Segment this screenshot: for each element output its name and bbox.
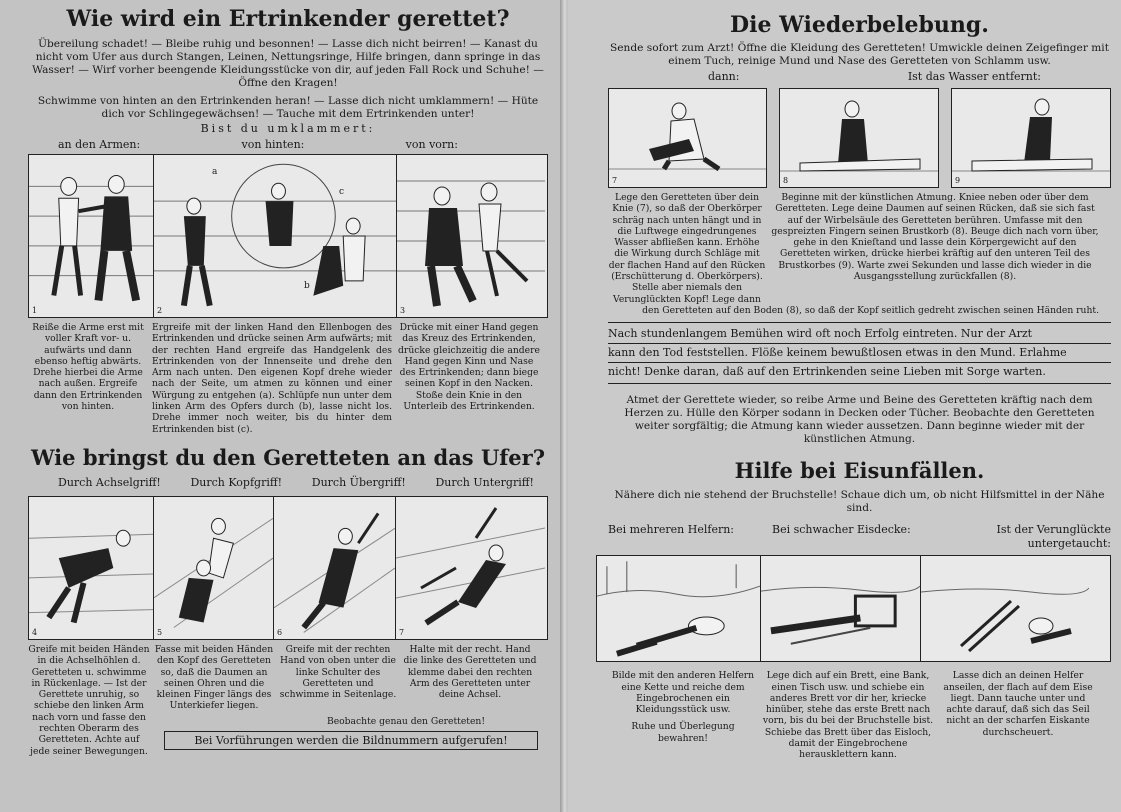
- illustration-panel: [154, 497, 274, 639]
- instruction-text: Halte mit der recht. Hand die linke des Geretteten und klemme dabei den rechten Arm des Geretteten unter deine Achsel.: [403, 643, 537, 701]
- ice-label: Ist der Verunglückte untergetaucht:: [996, 523, 1111, 551]
- label-dann: dann:: [708, 70, 740, 83]
- swimmer-illustration: [154, 155, 396, 317]
- grip-label: Durch Achselgriff!: [58, 475, 161, 489]
- label-front: von vorn:: [405, 138, 458, 151]
- steps-labels: [608, 68, 1111, 84]
- panel-letter-a: a: [212, 167, 218, 177]
- swimmer-illustration: [396, 497, 545, 639]
- label-wasser: Ist das Wasser entfernt:: [907, 70, 1041, 83]
- resuscitation-text: [608, 192, 1111, 305]
- instruction-text: Lege dich auf ein Brett, eine Bank, einen Tisch usw. und schiebe ein anderes Brett vor dir her, kriecke hinüber, stehe das erste Brett nach vorn, bis du bei der Bruchstelle bist. Schiebe das Brett über das Eisloch, damit der Eingebrochene herausklettern kann.: [762, 670, 934, 761]
- panel-letter-c: c: [338, 187, 344, 197]
- illustration-panel: [761, 556, 921, 661]
- rescuer-illustration: [780, 89, 938, 187]
- warning-line: nicht! Denke daran, daß auf den Ertrinkenden seine Lieben mit Sorge warten.: [608, 365, 1046, 379]
- ice-rescue-illustration: [921, 556, 1089, 661]
- instruction-text: Greife mit beiden Händen in die Achselhöhlen d. Geretteten u. schwimme in Rückenlage. — Ist der Gerettete unruhig, so schiebe den linken Arm nach vorn und fasse den rechten Oberarm des Geretteten. Achte auf jede seiner Bewegungen.: [28, 643, 150, 757]
- instruction-text: Bilde mit den anderen Helfern eine Kette und reiche dem Eingebrochenen ein Kleidungsstück usw.: [611, 670, 755, 716]
- instruction-columns-1: [28, 322, 548, 435]
- instruction-text: Ergreife mit der linken Hand den Ellenbogen des Ertrinkenden und drücke seinen Arm aufwärts; mit der rechten Hand ergreife das Handgelenk des Ertrinkenden von der Innenseite und drehe den Arm nach unten. Den eigenen Kopf drehe wieder nach der Seite, um atmen zu können und einer Würgung zu entgehen (a). Schlüpfe nun unter dem linken Arm des Opfers durch (b), lasse nicht los. Drehe immer noch weiter, bis du hinter dem Ertrinkenden bist (c).: [152, 322, 392, 435]
- illustration-strip-1: [28, 154, 548, 318]
- rescuer-illustration: [609, 89, 766, 187]
- swimmer-illustration: [29, 497, 153, 639]
- swimmer-illustration: [154, 497, 273, 639]
- panel-number: 8: [783, 176, 789, 185]
- instruction-text: Drücke mit einer Hand gegen das Kreuz des Ertrinkenden, drücke gleichzeitig die andere Hand gegen Kinn und Nase des Ertrinkenden; dann biege seinen Kopf in den Nacken. Stoße dein Knie in den Unterleib des Ertrinkenden.: [398, 322, 540, 413]
- warning-line: Nach stundenlangem Bemühen wird oft noch Erfolg eintreten. Nur der Arzt: [608, 325, 1111, 344]
- panel-number: 7: [399, 627, 405, 637]
- illustration-panel: [29, 497, 154, 639]
- ice-labels: [608, 523, 1111, 551]
- illustration-panel: [29, 155, 154, 317]
- after-breathing-text: Atmet der Gerettete wieder, so reibe Arme und Beine des Geretteten kräftig nach dem Herzen zu. Hülle den Körper sodann in Decken oder Tücher. Beobachte den Geretteten weiter sorgfältig; die Atmung kann wieder aussetzen. Dann beginne wieder mit der künstlichen Atmung.: [624, 394, 1095, 446]
- illustration-strip-2: [28, 496, 548, 640]
- instruction-text: Fasse mit beiden Händen den Kopf des Geretteten so, daß die Daumen an seinen Ohren und die kleinen Finger längs des Unterkiefer liegen.: [154, 643, 274, 712]
- instruction-text: Beginne mit der künstlichen Atmung. Kniee neben oder über dem Geretteten. Lege deine Daumen auf seinen Rücken, daß sie sich fast auf der Wirbelsäule des Geretteten berühren. Umfasse mit den gespreizten Fingern seinen Brustkorb (8). Beuge dich nach vorn über, gehe in den Knieſtand und lasse dein Körpergewicht auf den Geretteten wirken, drücke hierbei kräftig auf den unteren Teil des Brustkorbes (9). Warte zwei Sekunden und lasse dich wieder in die Ausgangsstellung zurückfallen (8).: [771, 192, 1099, 283]
- rescuer-illustration: [952, 89, 1110, 187]
- panel-number: 3: [400, 306, 406, 315]
- illustration-panel: [608, 88, 767, 188]
- ice-intro: Nähere dich nie stehend der Bruchstelle! Schaue dich um, ob nicht Hilfsmittel in der Nähe sind.: [614, 489, 1105, 515]
- panel-number: 7: [612, 176, 618, 185]
- ice-rescue-illustration: [761, 556, 920, 661]
- panel-number: 6: [277, 627, 283, 637]
- panel-number: 5: [157, 627, 163, 637]
- warning-line: kann den Tod feststellen. Flöße keinem bewußtlosen etwas in den Mund. Erlahme: [608, 344, 1111, 363]
- instruction-text: Lege den Geretteten über dein Knie (7), so daß der Oberkörper schräg nach unten hängt und in die Luftwege eingedrungenes Wasser abfließen kann. Erhöhe die Wirkung durch Schläge mit der flachen Hand auf den Rücken (Erschütterung d. Oberkörpers). Stelle aber niemals den Verunglückten Kopf! Lege dann: [608, 192, 766, 305]
- clinch-labels: [28, 138, 548, 154]
- grip-label: Durch Übergriff!: [311, 475, 406, 489]
- grip-label: Durch Kopfgriff!: [190, 475, 283, 489]
- illustration-panel: [921, 556, 1089, 661]
- panel-number: 2: [157, 306, 163, 315]
- right-page: [568, 0, 1121, 812]
- instruction-text: Lasse dich an deinen Helfer anseilen, der flach auf dem Eise liegt. Dann tauche unter und achte darauf, daß sich das Seil nicht an der scharfen Eiskante durchscheuert.: [943, 670, 1093, 738]
- illustration-panel: [396, 497, 545, 639]
- panel-number: 9: [955, 176, 961, 185]
- subheading-umklammert: Bist du umklammert:: [200, 122, 376, 135]
- calm-text: Ruhe und Überlegung bewahren!: [631, 721, 735, 744]
- instruction-columns-2: [28, 644, 548, 757]
- panel-number: 4: [32, 627, 38, 637]
- illustration-panel: [397, 155, 545, 317]
- swimmer-illustration: [274, 497, 395, 639]
- page-title: Wie wird ein Ertrinkender gerettet?: [66, 6, 510, 32]
- intro-paragraph-2: Schwimme von hinten an den Ertrinkenden heran! — Lasse dich nicht umklammern! — Hüte dich vor Schlingegewächsen! — Tauche mit dem Ertrinkenden unter!: [37, 95, 539, 120]
- swimmer-illustration: [29, 155, 153, 317]
- ice-label: Bei mehreren Helfern:: [608, 523, 735, 537]
- label-arms: an den Armen:: [58, 138, 141, 151]
- illustration-panel: [154, 155, 397, 317]
- section-title: Hilfe bei Eisunfällen.: [734, 458, 985, 484]
- resuscitation-strip: [608, 88, 1111, 188]
- instruction-text: Greife mit der rechten Hand von oben unter die linke Schulter des Geretteten und schwimme in Seitenlage.: [279, 643, 397, 701]
- ice-group: [608, 670, 758, 760]
- intro-paragraph: Übereilung schadet! — Bleibe ruhig und besonnen! — Lasse dich nicht beirren! — Kanast du nicht vom Ufer aus durch Stangen, Leinen, Nettungsringe, Hilfe bringen, dann springe in das Wasser! — Wirf vorher beengende Kleidungsstücke von dir, auf jeden Fall Rock und Schuhe! — Öffne den Kragen!: [32, 38, 544, 89]
- grip-labels: [28, 470, 548, 496]
- label-behind: von hinten:: [241, 138, 305, 151]
- illustration-panel: [274, 497, 396, 639]
- illustration-panel: [951, 88, 1111, 188]
- grip-label: Durch Untergriff!: [435, 475, 534, 489]
- ice-rescue-illustration: [597, 556, 760, 661]
- illustration-panel: [597, 556, 761, 661]
- ice-illustration-strip: [596, 555, 1111, 662]
- ice-label: Bei schwacher Eisdecke:: [772, 523, 911, 537]
- instruction-text: den Geretteten auf den Boden (8), so daß der Kopf seitlich gedreht zwischen seinen Händen ruht.: [642, 304, 1099, 316]
- intro-paragraph: Sende sofort zum Arzt! Öffne die Kleidung des Geretteten! Umwickle deinen Zeigefinger mit einem Tuch, reinige Mund und Nase des Geretteten von Schlamm usw.: [610, 42, 1109, 67]
- illustration-panel: [779, 88, 939, 188]
- instruction-group: [154, 644, 538, 757]
- section-title: Wie bringst du den Geretteten an das Ufer?: [30, 444, 546, 470]
- panel-letter-b: b: [304, 281, 310, 291]
- instruction-text: Reiße die Arme erst mit voller Kraft vor- u. aufwärts und dann ebenso heftig abwärts. Drehe hierbei die Arme nach außen. Ergreife dann den Ertrinkenden von hinten.: [32, 322, 144, 413]
- observe-text: Beobachte genau den Geretteten!: [326, 715, 486, 727]
- swimmer-illustration: [397, 155, 545, 317]
- notice-box: Bei Vorführungen werden die Bildnummern aufgerufen!: [164, 731, 538, 750]
- warning-block: [608, 322, 1111, 384]
- ice-text-columns: [608, 670, 1111, 760]
- panel-number: 1: [32, 306, 38, 315]
- page-title: Die Wiederbelebung.: [730, 12, 989, 38]
